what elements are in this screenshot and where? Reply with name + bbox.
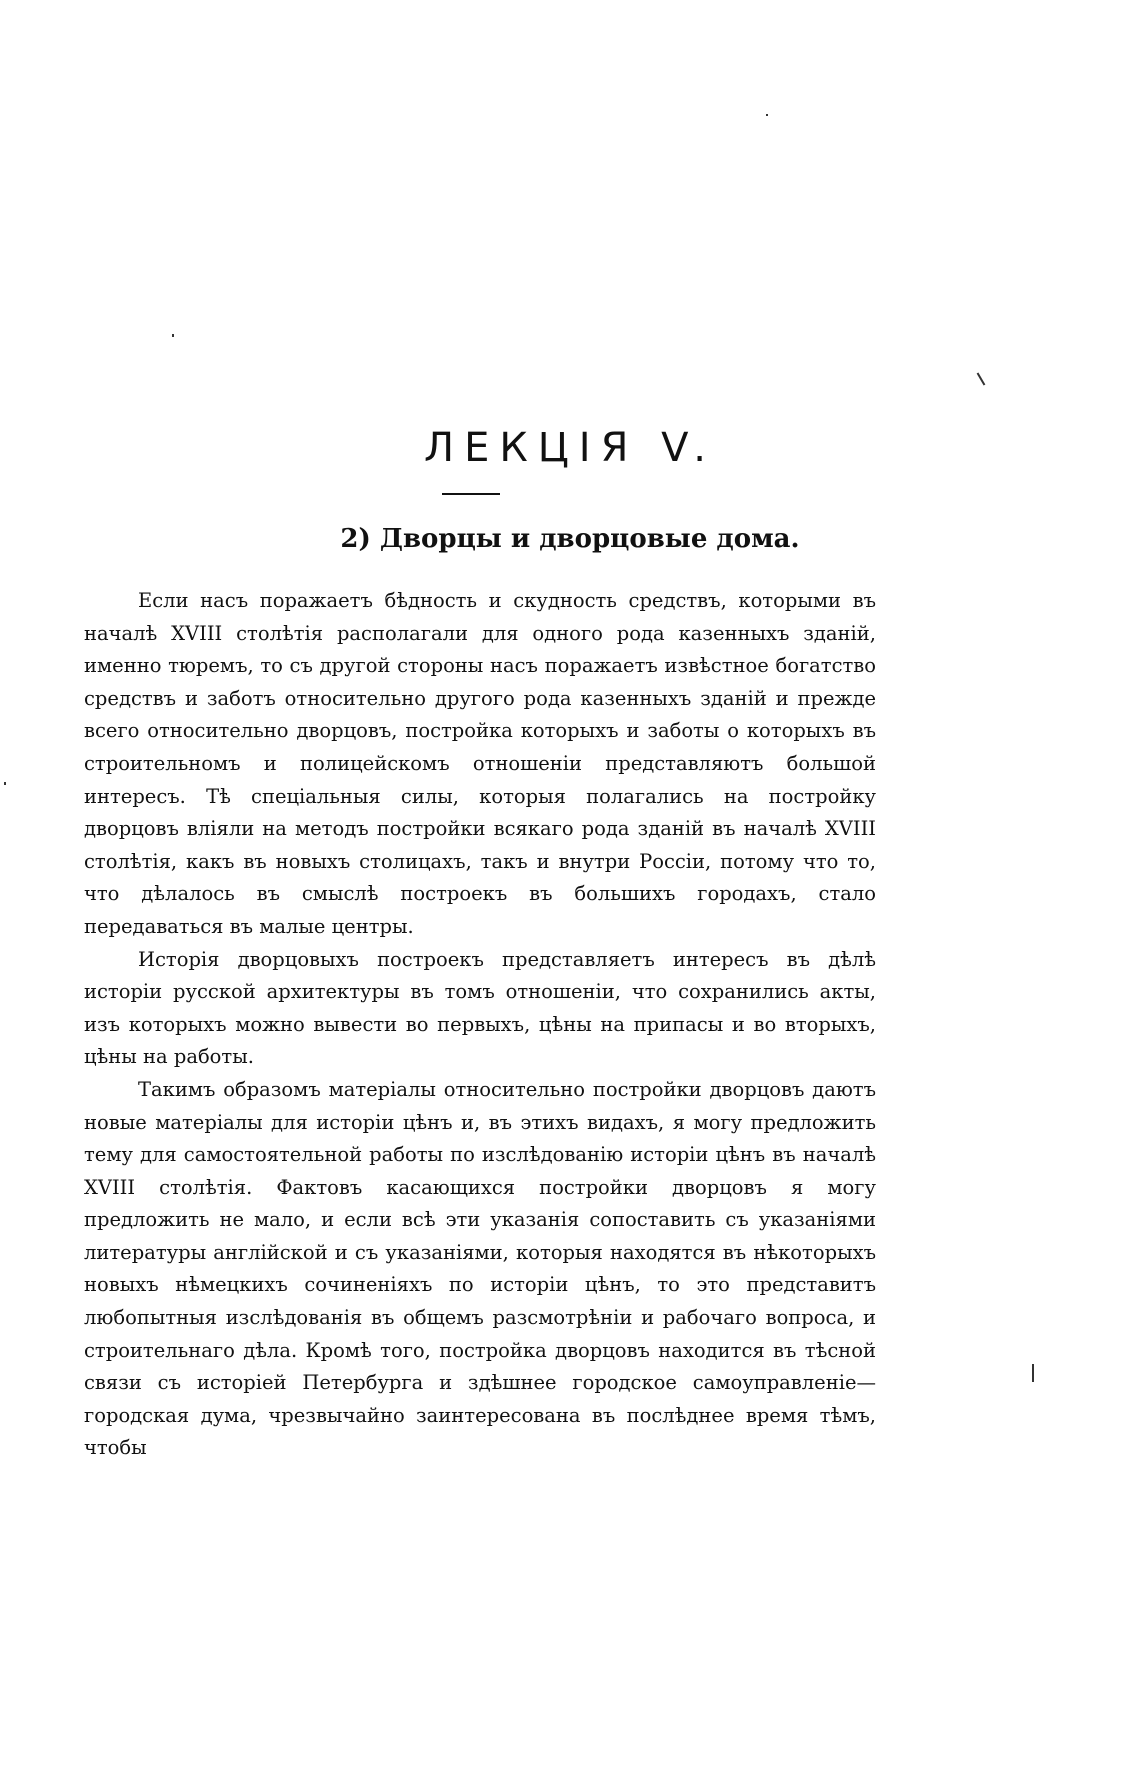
paragraph-3: Такимъ образомъ матеріалы относительно постройки дворцовъ даютъ новые матеріалы для исторіи цѣнъ и, въ этихъ видахъ, я могу предложить тему для самостоятельной работы по изслѣдованію исторіи цѣнъ въ началѣ XVIII столѣтія. Фактовъ касающихся постройки дворцовъ я могу предложить не мало, и если всѣ эти указанія сопоставить съ указаніями литературы англійской и съ указаніями, которыя находятся въ нѣкоторыхъ новыхъ нѣмецкихъ сочиненіяхъ по исторіи цѣнъ, то это представитъ любопытныя изслѣдованія въ общемъ разсмотрѣніи и рабочаго вопроса, и строительнаго дѣла. Кромѣ того, постройка дворцовъ находится въ тѣсной связи съ исторіей Петербурга и здѣшнее городское самоуправленіе—городская дума, чрезвычайно заинтересована въ послѣднее время тѣмъ, чтобы [84, 1077, 876, 1460]
scan-speck [1032, 1364, 1034, 1382]
paragraph-1: Если насъ поражаетъ бѣдность и скудность средствъ, которыми въ началѣ XVIII столѣтія располагали для одного рода казенныхъ зданій, именно тюремъ, то съ другой стороны насъ поражаетъ извѣстное богатство средствъ и заботъ относительно другого рода казенныхъ зданій и прежде всего относительно дворцовъ, постройка которыхъ и заботы о которыхъ въ строительномъ и полицейскомъ отношеніи представляютъ большой интересъ. Тѣ спеціальныя силы, которыя полагались на постройку дворцовъ вліяли на методъ постройки всякаго рода зданій въ началѣ XVIII столѣтія, какъ въ новыхъ столицахъ, такъ и внутри Россіи, потому что то, что дѣлалось въ смыслѣ построекъ въ большихъ городахъ, стало передаваться въ малые центры. [84, 589, 876, 938]
scan-speck [4, 782, 6, 785]
lecture-title: ЛЕКЦІЯ V. [423, 425, 717, 471]
title-divider [442, 493, 500, 495]
paragraph-2: Исторія дворцовыхъ построекъ представляетъ интересъ въ дѣлѣ исторіи русской архитектуры въ томъ отношеніи, что сохранились акты, изъ которыхъ можно вывести во первыхъ, цѣны на припасы и во вторыхъ, цѣны на работы. [84, 947, 876, 1069]
section-heading: 2) Дворцы и дворцовые дома. [340, 524, 800, 554]
scan-speck [977, 372, 986, 385]
scan-speck [766, 114, 768, 116]
body-text [84, 585, 876, 1465]
scan-speck [172, 334, 174, 337]
